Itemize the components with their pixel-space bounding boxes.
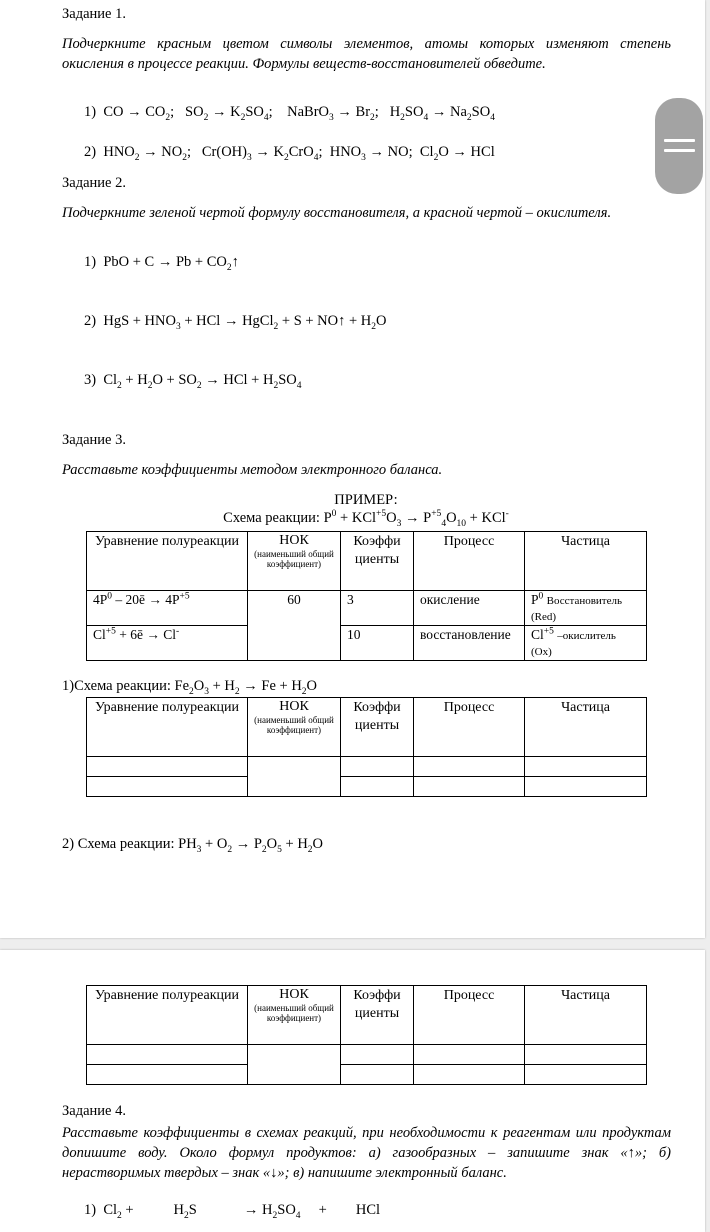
header-process: Процесс [414, 532, 525, 591]
empty-cell[interactable] [341, 777, 414, 797]
particle-2: $Cl^{+5}$ –окислитель (Ox) [525, 626, 647, 661]
coefficient-2: 10 [341, 626, 414, 661]
header-particle: Частица [525, 698, 647, 757]
empty-cell[interactable] [87, 1045, 248, 1065]
example-scheme: Схема реакции: $P^0 + KCl^{+5}O_3 \to P^{+5}_4O_{10} + KCl^-$ [223, 509, 509, 529]
task2-heading: Задание 2. [62, 175, 126, 191]
task3-heading: Задание 3. [62, 432, 126, 448]
empty-cell[interactable] [414, 777, 525, 797]
empty-cell[interactable] [248, 757, 341, 797]
particle-1: $P^0$ Восстановитель (Red) [525, 591, 647, 626]
task3-instruction: Расставьте коэффициенты методом электронного баланса. [62, 462, 443, 478]
header-coefficients: Коэффи циенты [341, 698, 414, 757]
task2-reaction-3: 3) $Cl_2 + H_2O + SO_2$ → HCl + $H_2SO_4$ [84, 372, 302, 391]
empty-cell[interactable] [525, 1065, 647, 1085]
header-coefficients: Коэффи циенты [341, 532, 414, 591]
task1-heading: Задание 1. [62, 6, 126, 22]
header-coefficients: Коэффи циенты [341, 986, 414, 1045]
empty-cell[interactable] [525, 777, 647, 797]
task1-line1: 1) CO → $CO_2$; $SO_2 \to K_2SO_4$; NaBrO$_3$ → $Br_2$; $H_2SO_4 \to Na_2SO_4$ [84, 104, 495, 123]
empty-cell[interactable] [248, 1045, 341, 1085]
process-1: окисление [414, 591, 525, 626]
header-lcm: НОК (наименьший общий коэффициент) [248, 532, 341, 591]
header-lcm: НОК (наименьший общий коэффициент) [248, 986, 341, 1045]
empty-cell[interactable] [341, 757, 414, 777]
header-lcm: НОК (наименьший общий коэффициент) [248, 698, 341, 757]
empty-cell[interactable] [341, 1045, 414, 1065]
empty-cell[interactable] [341, 1065, 414, 1085]
task2-reaction-2: 2) HgS + $HNO_3$ + HCl → HgCl$_2$ + S + NO↑ + $H_2O$ [84, 313, 387, 332]
half-reaction-1: $4P^0$ – 20ē → $4P^{+5}$ [87, 591, 248, 626]
balance-table-2 [86, 985, 647, 1085]
drag-handle-bar [664, 139, 695, 142]
scheme-2: 2) Схема реакции: $PH_3 + O_2 \to P_2O_5 + H_2O$ [62, 836, 324, 855]
task1-instruction: Подчеркните красным цветом символы элементов, атомы которых изменяют степень окисления в процессе реакции. Формулы веществ-восстановителей обведите. [62, 36, 671, 72]
drag-handle-icon[interactable] [655, 98, 703, 194]
half-reaction-2: $Cl^{+5}$ + 6ē → Cl- [87, 626, 248, 661]
header-process: Процесс [414, 986, 525, 1045]
task4-instruction: Расставьте коэффициенты в схемах реакций, при необходимости к реагентам или продуктам допишите воду. Около формул продуктов: а) газообразных – запишите знак «↑»; б) нерастворимых твердых – знак «↓»; в) напишите электронный баланс. [62, 1125, 671, 1181]
empty-cell[interactable] [414, 1065, 525, 1085]
empty-cell[interactable] [525, 1045, 647, 1065]
task2-instruction: Подчеркните зеленой чертой формулу восстановителя, а красной чертой – окислителя. [62, 205, 612, 221]
header-process: Процесс [414, 698, 525, 757]
drag-handle-bar [664, 149, 695, 152]
header-half-reaction: Уравнение полуреакции [87, 532, 248, 591]
empty-cell[interactable] [87, 1065, 248, 1085]
task4-heading: Задание 4. [62, 1103, 126, 1119]
empty-cell[interactable] [87, 777, 248, 797]
coefficient-1: 3 [341, 591, 414, 626]
header-particle: Частица [525, 532, 647, 591]
balance-table-1 [86, 697, 647, 797]
document-page-2 [0, 950, 705, 1232]
empty-cell[interactable] [525, 757, 647, 777]
scheme-1: 1)Схема реакции: $Fe_2O_3 + H_2 \to Fe + H_2O$ [62, 678, 318, 697]
task1-line2: 2) $HNO_2 \to NO_2$; $Cr(OH)_3 \to K_2CrO_4$; $HNO_3$ → NO; $Cl_2O$ → HCl [84, 144, 495, 163]
example-balance-table [86, 531, 647, 661]
task2-reaction-1: 1) PbO + $C \to Pb + CO_2↑$ [84, 254, 239, 273]
header-half-reaction: Уравнение полуреакции [87, 986, 248, 1045]
empty-cell[interactable] [87, 757, 248, 777]
header-half-reaction: Уравнение полуреакции [87, 698, 248, 757]
lcm-value: 60 [248, 591, 341, 661]
empty-cell[interactable] [414, 757, 525, 777]
empty-cell[interactable] [414, 1045, 525, 1065]
process-2: восстановление [414, 626, 525, 661]
task4-reaction-1: 1) $Cl_2$ + $H_2S$ → $H_2SO_4$ + HCl [84, 1202, 381, 1221]
example-label: ПРИМЕР: [334, 492, 398, 508]
header-particle: Частица [525, 986, 647, 1045]
